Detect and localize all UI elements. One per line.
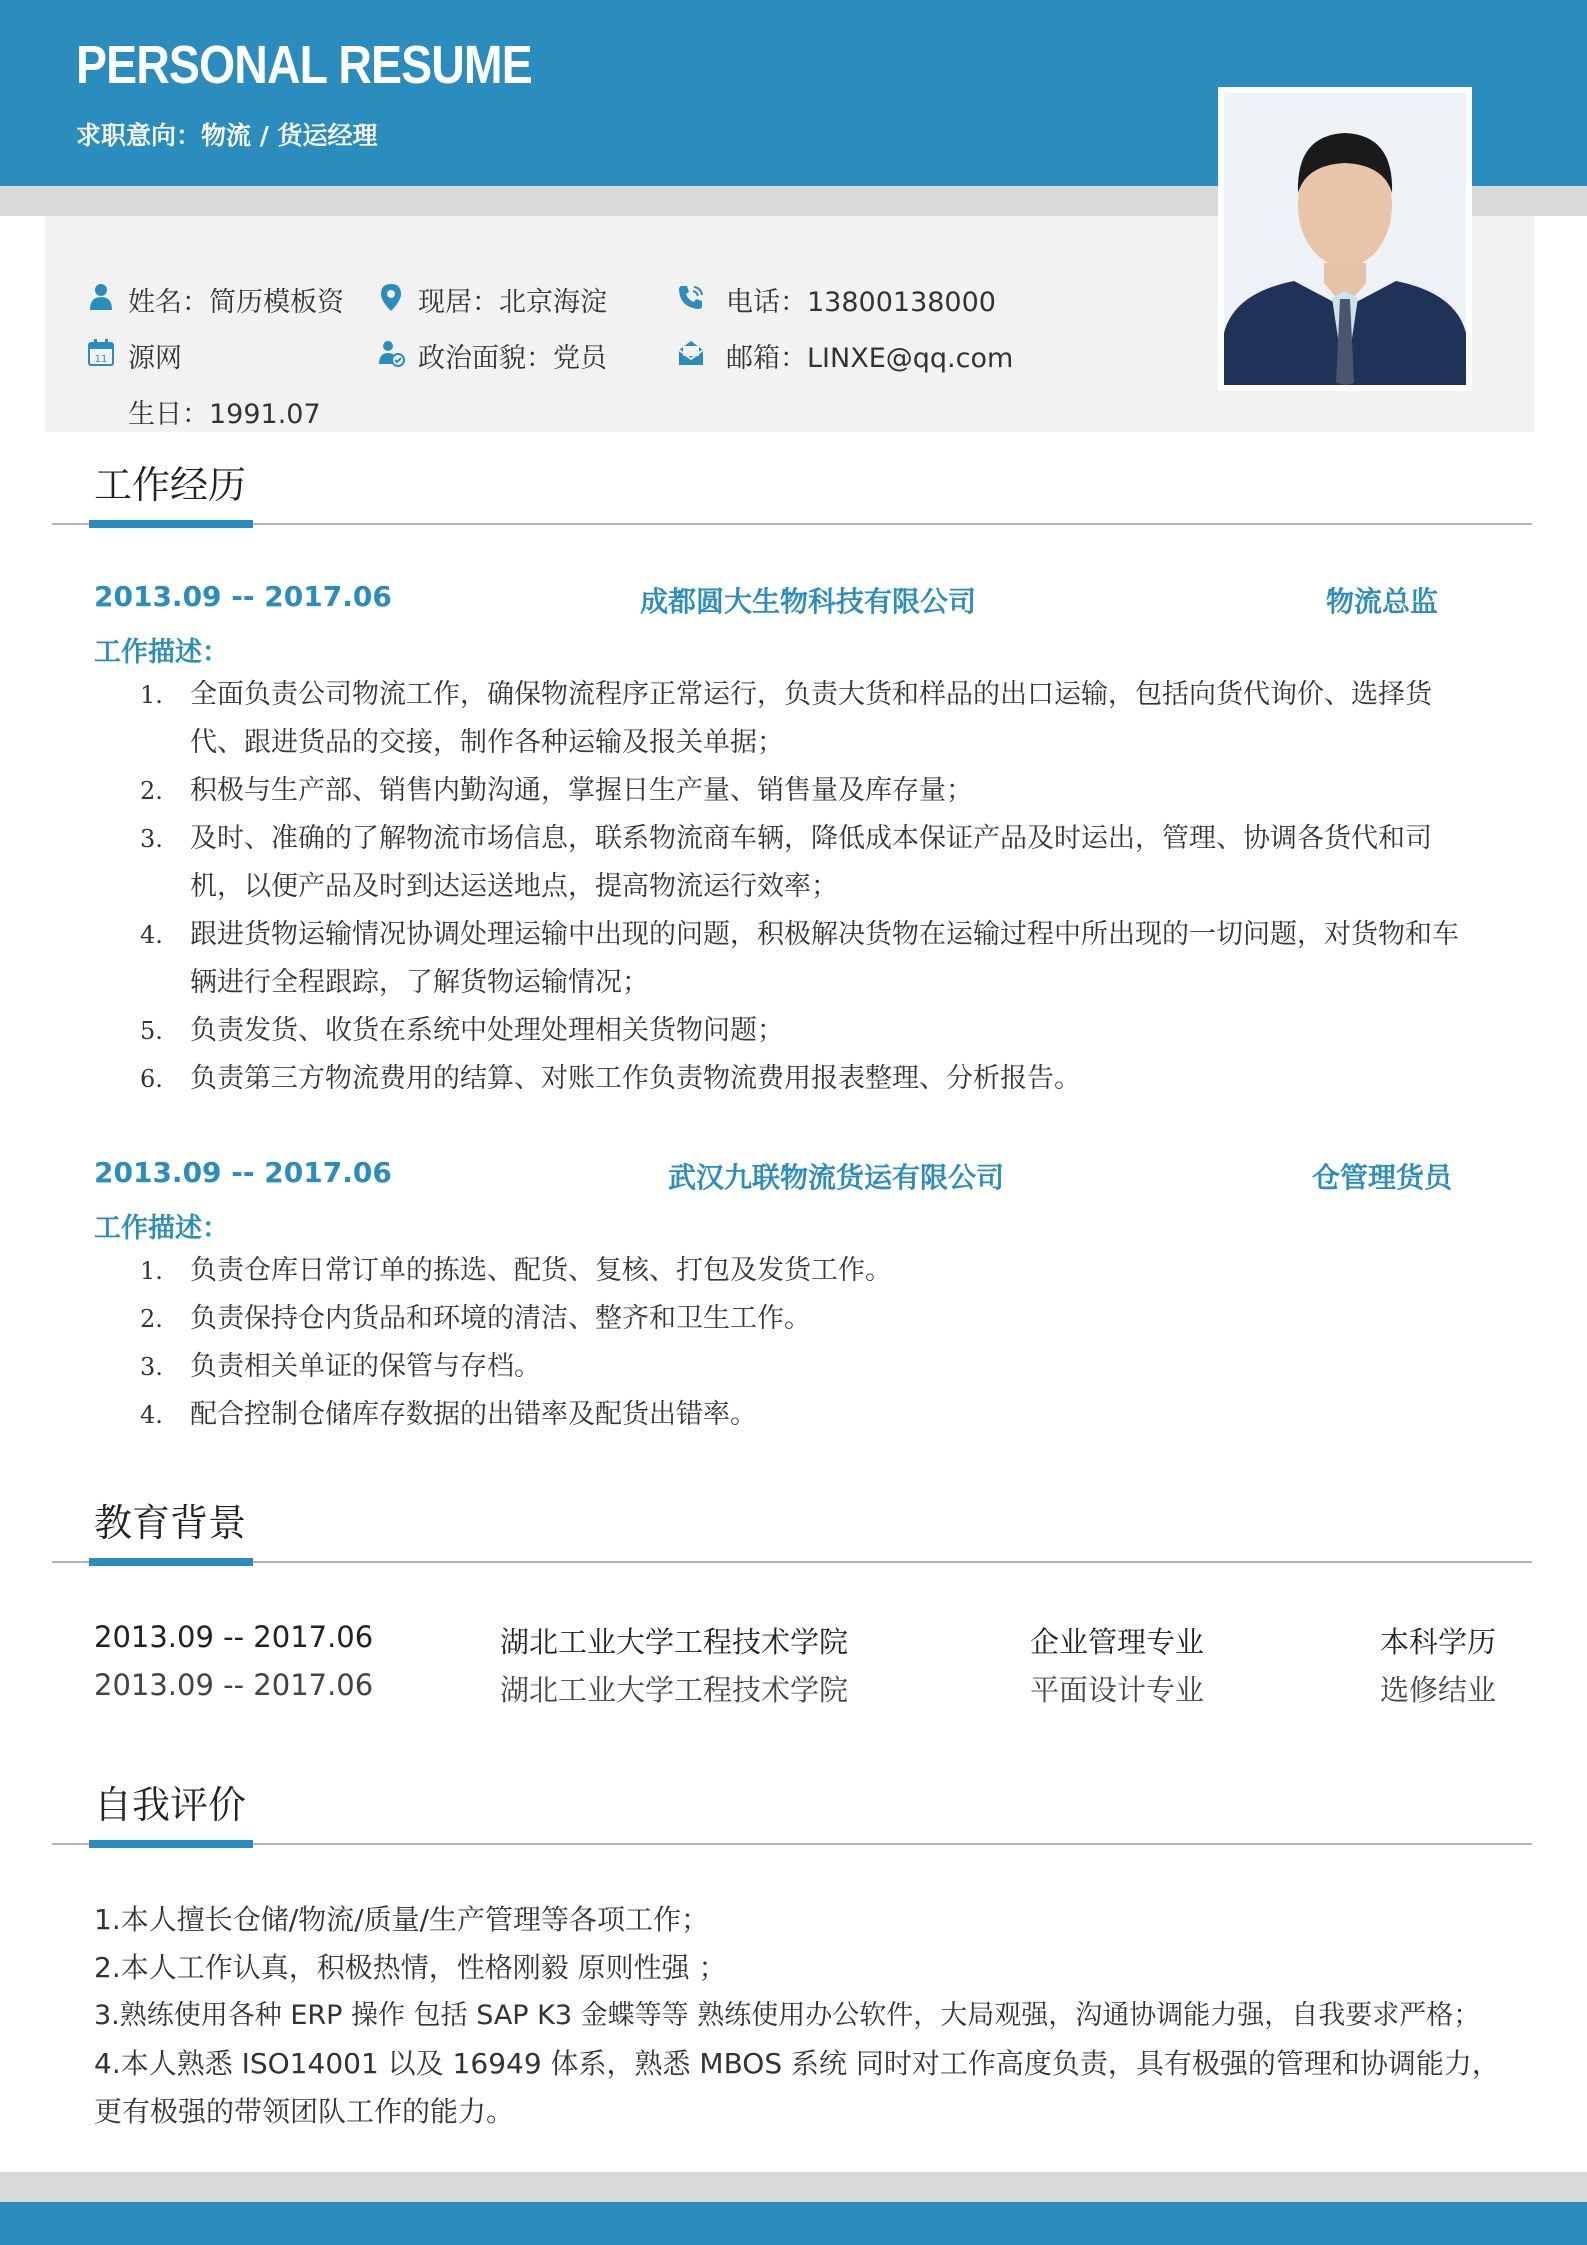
- political-status-field: 政治面貌：党员: [418, 343, 607, 374]
- job-duty-list: [140, 1247, 1460, 1439]
- svg-text:11: 11: [94, 354, 108, 365]
- duty-text: 及时、准确的了解物流市场信息，联系物流商车辆，降低成本保证产品及时运出，管理、协调各货代和司机，以便产品及时到达运送地点，提高物流运行效率；: [190, 823, 1432, 902]
- list-item: [140, 671, 1460, 767]
- job-duty-list: [140, 671, 1460, 1103]
- person-silhouette-icon: [1224, 93, 1466, 385]
- edu-degree: 选修结业: [1380, 1673, 1497, 1707]
- section-divider: [52, 1561, 1532, 1563]
- list-item: [140, 1295, 1460, 1343]
- list-number: 1.: [140, 1257, 163, 1285]
- list-item: [140, 1247, 1460, 1295]
- list-item: [140, 1343, 1460, 1391]
- list-item: [140, 1055, 1460, 1103]
- profile-photo: [1224, 93, 1466, 385]
- calendar-icon: [86, 338, 116, 372]
- list-item: [140, 911, 1460, 1007]
- job-company: 武汉九联物流货运有限公司: [668, 1161, 1005, 1194]
- self-eval-line: 2.本人工作认真，积极热情，性格刚毅 原则性强 ；: [94, 1951, 727, 1984]
- name-field-continued: 源网: [128, 343, 182, 374]
- list-number: 1.: [140, 681, 163, 709]
- birthday-field: 生日：1991.07: [128, 399, 321, 430]
- list-number: 3.: [140, 825, 163, 853]
- phone-icon: [676, 282, 706, 316]
- job-desc-label: 工作描述：: [94, 637, 229, 668]
- list-number: 2.: [140, 777, 163, 805]
- section-divider: [52, 523, 1532, 525]
- duty-text: 负责相关单证的保管与存档。: [190, 1351, 541, 1382]
- name-field: 姓名：简历模板资: [128, 287, 344, 318]
- self-eval-line: 3.熟练使用各种 ERP 操作 包括 SAP K3 金蝶等等 熟练使用办公软件，大局观强，沟通协调能力强，自我要求严格；: [94, 2000, 1481, 2031]
- job-position: 仓管理货员: [1312, 1161, 1453, 1194]
- job-period: 2013.09 -- 2017.06: [94, 1156, 392, 1189]
- person-icon: [86, 282, 116, 316]
- section-accent-bar: [89, 520, 253, 528]
- list-item: [140, 1007, 1460, 1055]
- section-title-work: 工作经历: [94, 463, 247, 507]
- section-accent-bar: [89, 1558, 253, 1566]
- edu-school: 湖北工业大学工程技术学院: [500, 1625, 849, 1659]
- edu-major: 企业管理专业: [1030, 1625, 1205, 1659]
- duty-text: 积极与生产部、销售内勤沟通，掌握日生产量、销售量及库存量；: [190, 775, 973, 806]
- self-eval-text: [94, 1896, 1514, 2136]
- duty-text: 全面负责公司物流工作，确保物流程序正常运行，负责大货和样品的出口运输，包括向货代询价、选择货代、跟进货品的交接，制作各种运输及报关单据；: [190, 679, 1432, 758]
- self-eval-line: 4.本人熟悉 ISO14001 以及 16949 体系，熟悉 MBOS 系统 同时对工作高度负责，具有极强的管理和协调能力，更有极强的带领团队工作的能力。: [94, 2047, 1500, 2128]
- location-pin-icon: [376, 282, 406, 316]
- list-number: 2.: [140, 1305, 163, 1333]
- edu-period: 2013.09 -- 2017.06: [94, 1668, 374, 1702]
- self-eval-line: 1.本人擅长仓储/物流/质量/生产管理等各项工作；: [94, 1903, 710, 1936]
- list-number: 5.: [140, 1017, 163, 1045]
- list-item: [140, 767, 1460, 815]
- edu-school: 湖北工业大学工程技术学院: [500, 1673, 849, 1707]
- edu-major: 平面设计专业: [1030, 1673, 1205, 1707]
- email-field: 邮箱：LINXE@qq.com: [726, 343, 1014, 374]
- resume-title: PERSONAL RESUME: [76, 35, 532, 95]
- list-number: 4.: [140, 1401, 163, 1429]
- edu-degree: 本科学历: [1380, 1625, 1497, 1659]
- duty-text: 跟进货物运输情况协调处理运输中出现的问题，积极解决货物在运输过程中所出现的一切问题，对货物和车辆进行全程跟踪，了解货物运输情况；: [190, 919, 1459, 998]
- political-status-icon: [376, 338, 406, 372]
- duty-text: 配合控制仓储库存数据的出错率及配货出错率。: [190, 1399, 757, 1430]
- duty-text: 负责保持仓内货品和环境的清洁、整齐和卫生工作。: [190, 1303, 811, 1334]
- section-accent-bar: [89, 1840, 253, 1848]
- job-position: 物流总监: [1326, 585, 1439, 618]
- footer-band: [0, 2202, 1587, 2245]
- job-company: 成都圆大生物科技有限公司: [640, 585, 977, 618]
- section-title-self-eval: 自我评价: [94, 1783, 247, 1827]
- list-number: 6.: [140, 1065, 163, 1093]
- residence-field: 现居：北京海淀: [418, 287, 607, 318]
- job-desc-label: 工作描述：: [94, 1213, 229, 1244]
- duty-text: 负责发货、收货在系统中处理处理相关货物问题；: [190, 1015, 784, 1046]
- job-period: 2013.09 -- 2017.06: [94, 580, 392, 613]
- section-title-education: 教育背景: [94, 1501, 247, 1545]
- duty-text: 负责仓库日常订单的拣选、配货、复核、打包及发货工作。: [190, 1255, 892, 1286]
- phone-field: 电话：13800138000: [726, 287, 996, 318]
- list-number: 4.: [140, 921, 163, 949]
- job-objective: 求职意向：物流 / 货运经理: [76, 121, 378, 150]
- list-item: [140, 815, 1460, 911]
- list-number: 3.: [140, 1353, 163, 1381]
- edu-period: 2013.09 -- 2017.06: [94, 1620, 374, 1654]
- duty-text: 负责第三方物流费用的结算、对账工作负责物流费用报表整理、分析报告。: [190, 1063, 1081, 1094]
- section-divider: [52, 1843, 1532, 1845]
- footer-strip: [0, 2172, 1587, 2202]
- email-icon: [676, 338, 706, 372]
- list-item: [140, 1391, 1460, 1439]
